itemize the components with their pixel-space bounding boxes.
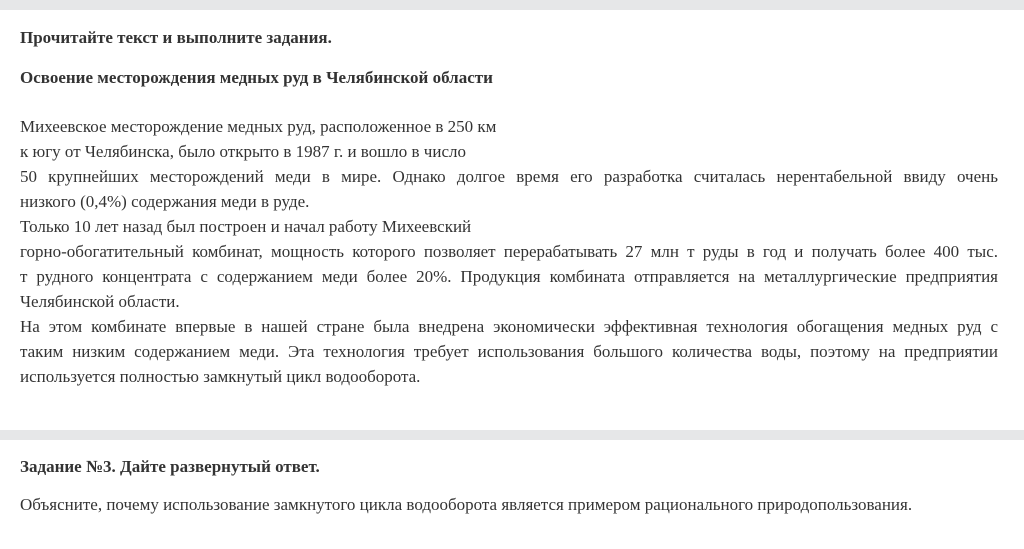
article-line: т рудного концентрата с содержанием меди более 20%. Продукция комбината отправляется на металлургические предприятия	[20, 267, 998, 286]
instruction-text: Прочитайте текст и выполните задания.	[20, 28, 332, 47]
article-body	[20, 114, 998, 389]
task-question: Объясните, почему использование замкнутого цикла водооборота является примером рационального природопользования.	[20, 495, 913, 514]
task-panel	[0, 440, 1024, 549]
article-line: Михеевское месторождение медных руд, расположенное в 250 км	[20, 117, 497, 136]
article-line: таким низким содержанием меди. Эта технология требует использования большого количества воды, поэтому на предприятии	[20, 342, 998, 361]
article-line: используется полностью замкнутый цикл водооборота.	[20, 367, 421, 386]
article-line: горно-обогатительный комбинат, мощность которого позволяет перерабатывать 27 млн т руды в год и получать более 400 тыс.	[20, 242, 998, 261]
task-title: Задание №3. Дайте развернутый ответ.	[20, 457, 320, 476]
reading-panel	[0, 10, 1024, 430]
article-line: к югу от Челябинска, было открыто в 1987 г. и вошло в число	[20, 142, 466, 161]
article-line: Челябинской области.	[20, 292, 180, 311]
article-line: 50 крупнейших месторождений меди в мире. Однако долгое время его разработка считалась нерентабельной ввиду очень	[20, 167, 998, 186]
article-line: низкого (0,4%) содержания меди в руде.	[20, 192, 310, 211]
article-title: Освоение месторождения медных руд в Челябинской области	[20, 68, 493, 87]
article-line: Только 10 лет назад был построен и начал работу Михеевский	[20, 217, 472, 236]
article-line: На этом комбинате впервые в нашей стране была внедрена экономически эффективная технология обогащения медных руд с	[20, 317, 998, 336]
